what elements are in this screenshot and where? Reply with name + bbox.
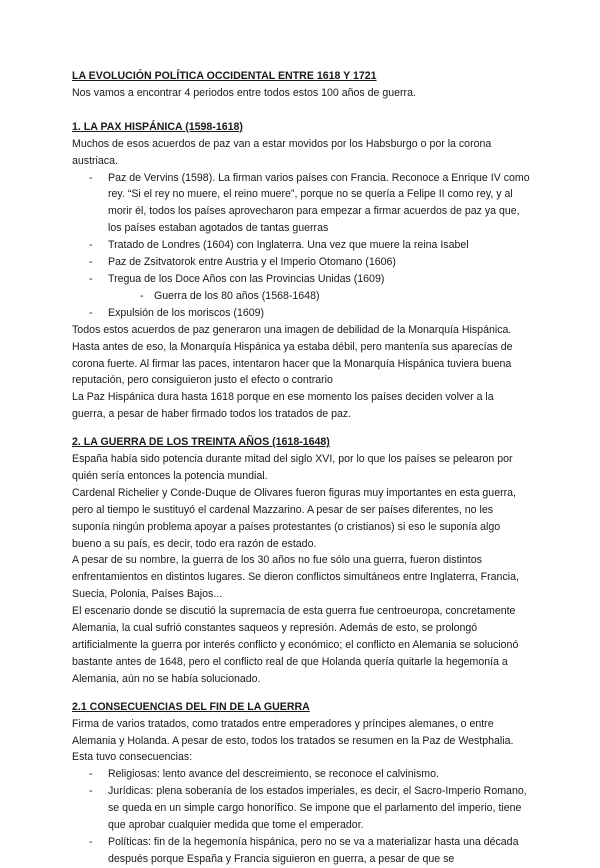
list-item: - Jurídicas: plena soberanía de los estados imperiales, es decir, el Sacro-Imperio Romano, se queda en un simple cargo honorífico. Se impone que el parlamento del imperio, tiene que aprobar cualquier medida que tome el emperador. <box>108 783 530 834</box>
list-item: - Políticas: fin de la hegemonía hispánica, pero no se va a materializar hasta una década después porque España y Francia siguieron en guerra, a pesar de que se <box>108 834 530 868</box>
section-1-list <box>72 170 530 322</box>
section-2-paragraph: A pesar de su nombre, la guerra de los 30 años no fue sólo una guerra, fueron distintos enfrentamientos en distintos lugares. Se dieron conflictos simultáneos entre Inglaterra, Francia, Suecia, Polonia, Países Bajos... <box>72 554 519 601</box>
section-2-paragraph: El escenario donde se discutió la supremacía de esta guerra fue centroeuropa, concretamente Alemania, la cual sufrió constantes saqueos y represión. Además de esto, se prolongó artificialmente la guerra por interés conflicto y económico; el conflicto en Alemania se solucionó bastante antes de 1648, pero el conflicto real de que Holanda quería quitarle la hegemonía a Alemania, aún no se había solucionado. <box>72 605 519 685</box>
section-2-1-intro: Firma de varios tratados, como tratados entre emperadores y príncipes alemanes, o entre Alemania y Holanda. A pesar de esto, todos los tratados se resumen en la Paz de Westphalia. Esta tuvo consecuencias: <box>72 717 514 764</box>
section-2-heading: 2. LA GUERRA DE LOS TREINTA AÑOS (1618-1648) <box>72 436 330 449</box>
section-1-paragraph: Todos estos acuerdos de paz generaron una imagen de debilidad de la Monarquía Hispánica. Hasta antes de eso, la Monarquía Hispánica ya estaba débil, pero mantenía sus aparecías de corona fuerte. Al firmar las paces, intentaron hacer que la Monarquía Hispánica tuviera buena reputación, pero consiguieron justo el efecto o contrario <box>72 323 513 387</box>
list-item: - Expulsión de los moriscos (1609) <box>108 305 530 322</box>
list-item <box>108 271 530 305</box>
list-item-text: Tregua de los Doce Años con las Provincias Unidas (1609) <box>108 272 385 285</box>
list-item: - Tratado de Londres (1604) con Inglaterra. Una vez que muere la reina Isabel <box>108 237 530 254</box>
list-item: - Paz de Zsitvatorok entre Austria y el Imperio Otomano (1606) <box>108 254 530 271</box>
sub-list-item: - Guerra de los 80 años (1568-1648) <box>154 288 530 305</box>
sub-list <box>108 288 530 305</box>
list-item: - Religiosas: lento avance del descreimiento, se reconoce el calvinismo. <box>108 766 530 783</box>
intro-paragraph: Nos vamos a encontrar 4 periodos entre todos estos 100 años de guerra. <box>72 86 416 99</box>
list-item: - Paz de Vervins (1598). La firman varios países con Francia. Reconoce a Enrique IV como rey. “Si el rey no muere, el reino muere”, porque no se quería a Felipe II como rey, y al morir él, todos los países aprovecharon para empezar a firmar acuerdos de paz ya que, los países estaban agotados de tantas guerras <box>108 170 530 238</box>
document-title: LA EVOLUCIÓN POLÍTICA OCCIDENTAL ENTRE 1618 Y 1721 <box>72 70 377 82</box>
section-1-paragraph: La Paz Hispánica dura hasta 1618 porque en ese momento los países deciden volver a la guerra, a pesar de haber firmado todos los tratados de paz. <box>72 391 494 421</box>
section-2-paragraph: Cardenal Richelier y Conde-Duque de Olivares fueron figuras muy importantes en esta guerra, pero al tiempo le sustituyó el cardenal Mazzarino. A pesar de ser países diferentes, no les suponía ningún problema apoyar a países protestantes (o cristianos) si eso le suponía algo bueno a su país, es decir, todo era razón de estado. <box>72 486 516 550</box>
section-2-1-list <box>72 766 530 867</box>
section-2-1-heading: 2.1 CONSECUENCIAS DEL FIN DE LA GUERRA <box>72 700 310 713</box>
section-1-intro: Muchos de esos acuerdos de paz van a estar movidos por los Habsburgo o por la corona austriaca. <box>72 137 492 167</box>
section-2-paragraph: España había sido potencia durante mitad del siglo XVI, por lo que los países se pelearon por quién sería entonces la potencia mundial. <box>72 453 513 482</box>
section-1-heading: 1. LA PAX HISPÁNICA (1598-1618) <box>72 120 243 133</box>
